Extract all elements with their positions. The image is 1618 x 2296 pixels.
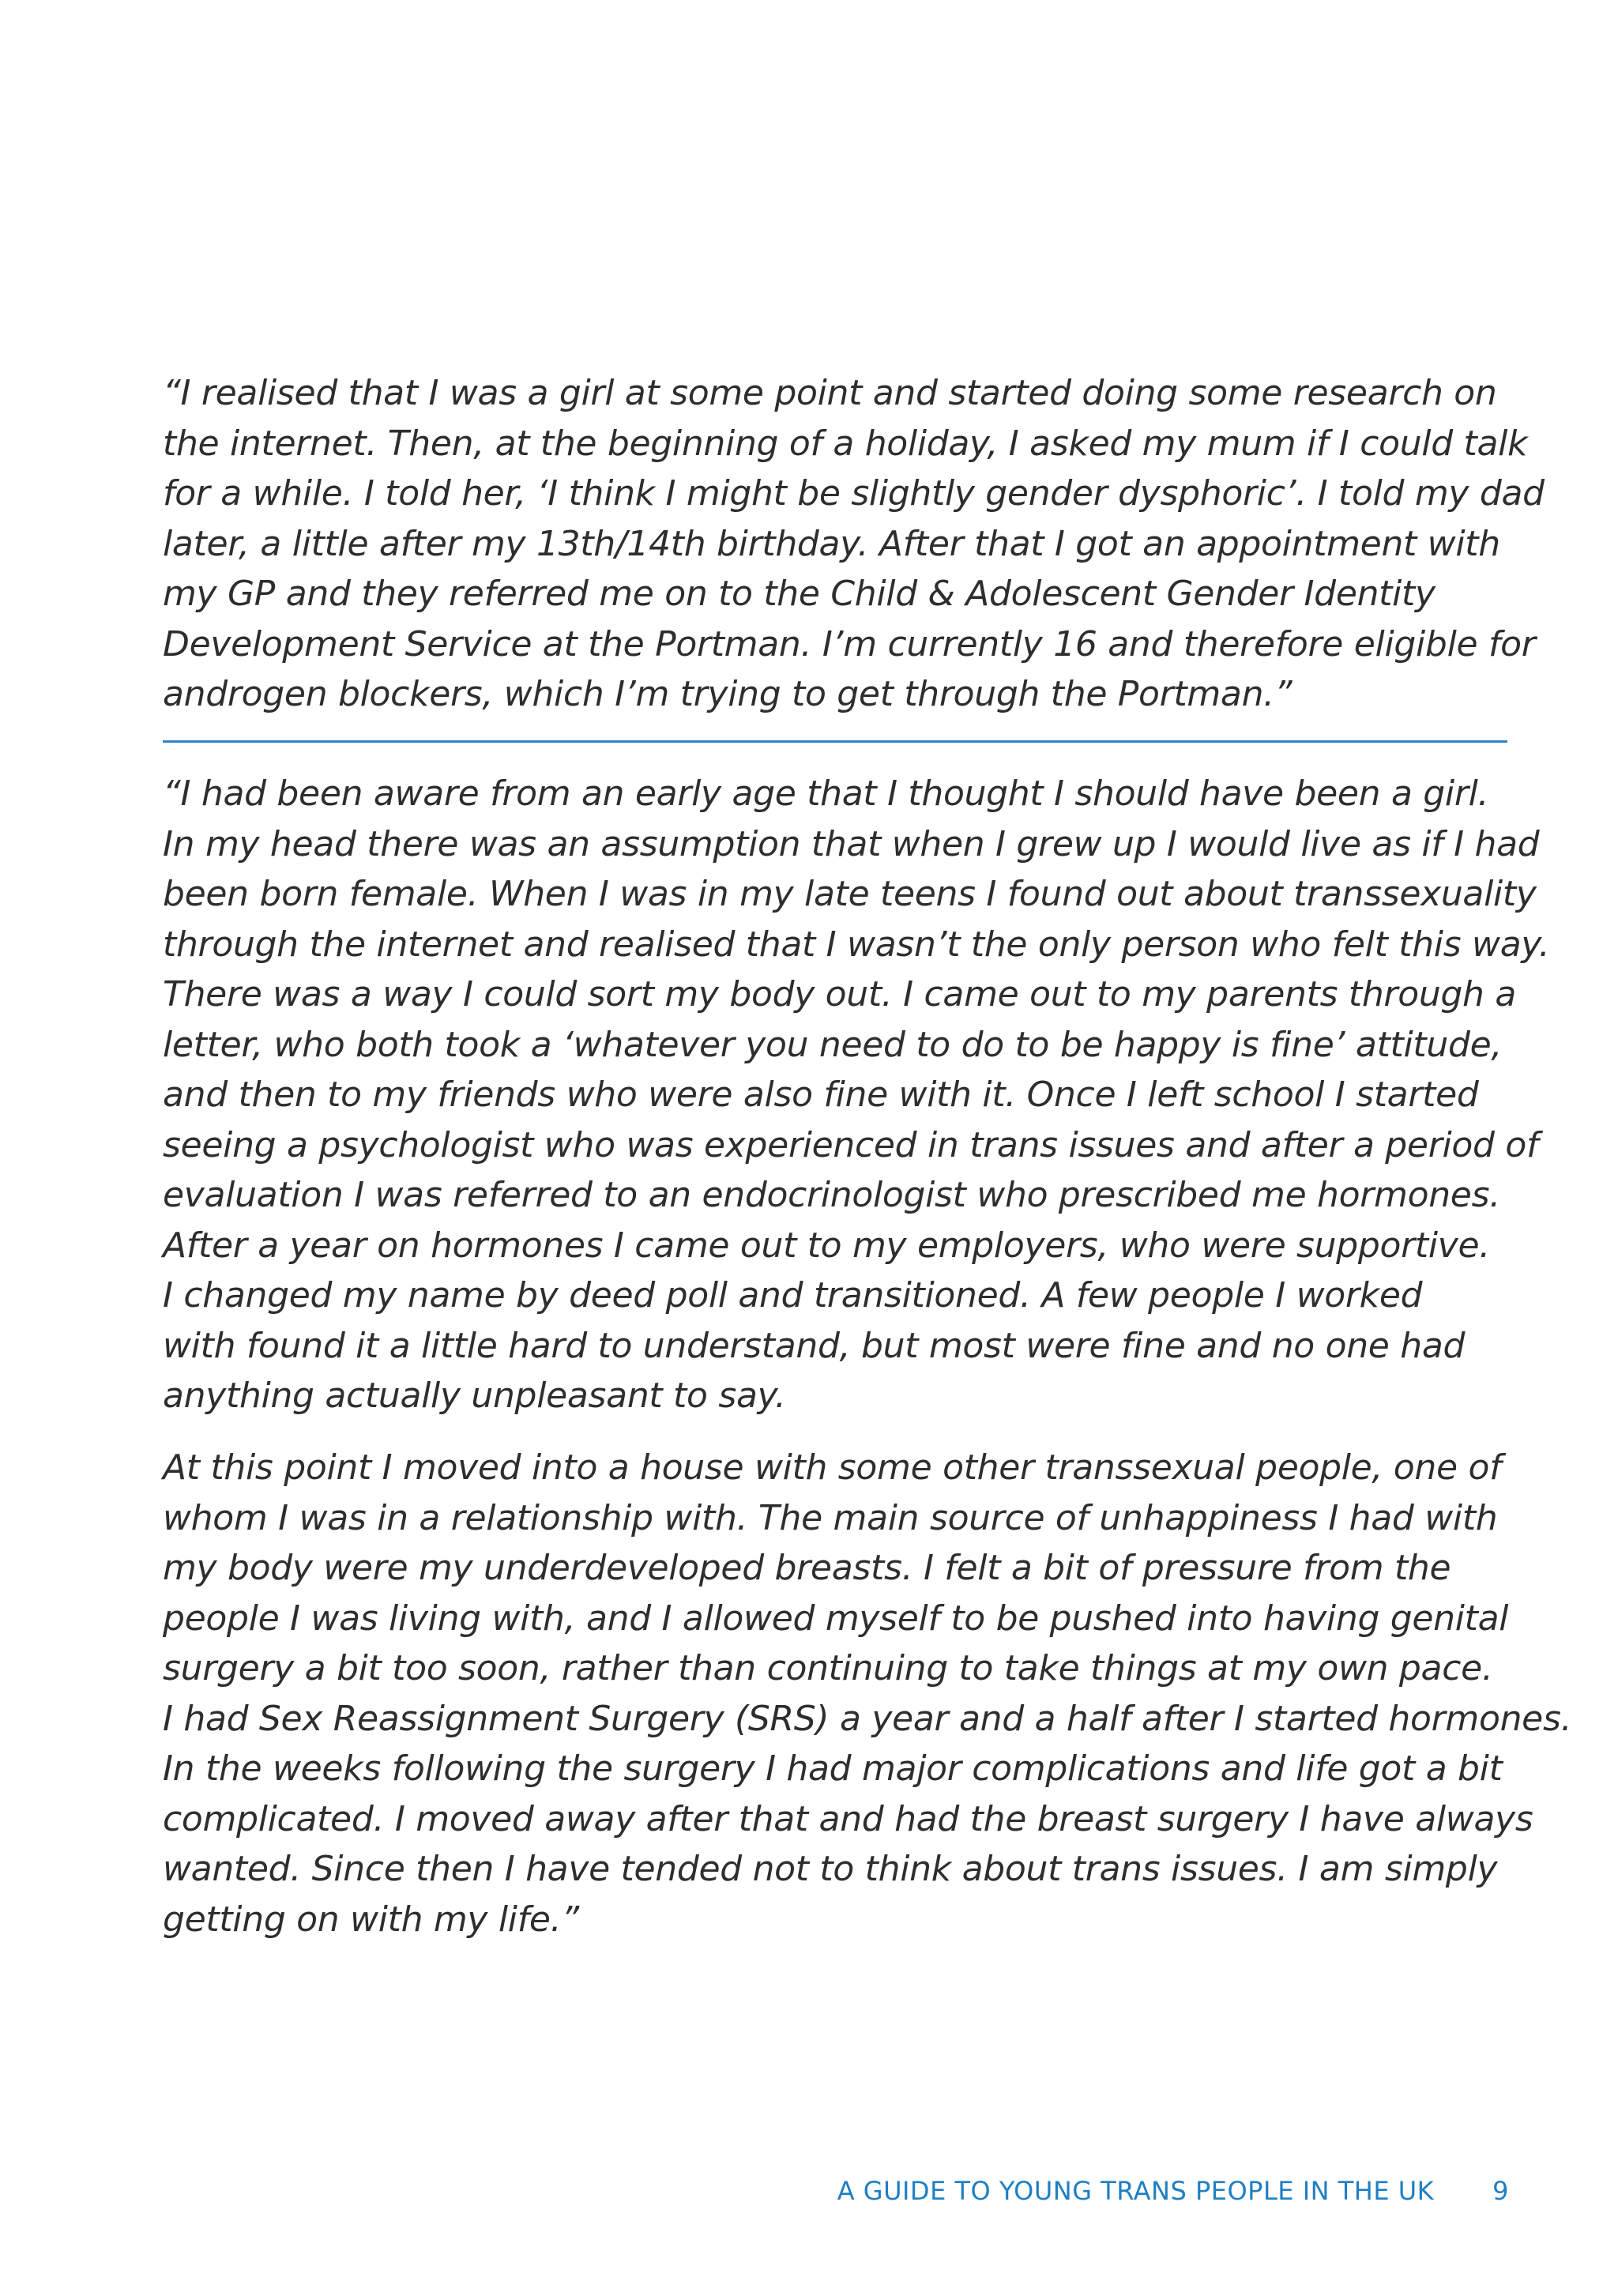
text-line: surgery a bit too soon, rather than continuing to take things at my own pace. [163,1648,1493,1688]
quote-block-3 [163,1443,1571,1944]
quote-block-1 [163,368,1545,720]
text-line: anything actually unpleasant to say. [163,1376,786,1416]
text-line: later, a little after my 13th/14th birthday. After that I got an appointment with [163,523,1500,564]
text-line: After a year on hormones I came out to my employers, who were supportive. [163,1225,1490,1266]
text-line: people I was living with, and I allowed myself to be pushed into having genital [163,1598,1509,1639]
text-line: for a while. I told her, ‘I think I might be slightly gender dysphoric’. I told my dad [163,473,1545,514]
text-line: through the internet and realised that I wasn’t the only person who felt this way. [163,924,1550,965]
text-line: complicated. I moved away after that and had the breast surgery I have always [163,1798,1533,1839]
text-line: the internet. Then, at the beginning of a holiday, I asked my mum if I could talk [163,423,1528,464]
text-line: wanted. Since then I have tended not to think about trans issues. I am simply [163,1849,1498,1889]
footer-title: A GUIDE TO YOUNG TRANS PEOPLE IN THE UK [837,2176,1435,2206]
text-line: my GP and they referred me on to the Child & Adolescent Gender Identity [163,574,1436,614]
text-line: androgen blockers, which I’m trying to get through the Portman.” [163,674,1293,714]
text-line: evaluation I was referred to an endocrinologist who prescribed me hormones. [163,1175,1500,1215]
text-line: and then to my friends who were also fine with it. Once I left school I started [163,1075,1479,1115]
text-line: “I realised that I was a girl at some point and started doing some research on [163,373,1497,413]
text-line: whom I was in a relationship with. The main source of unhappiness I had with [163,1497,1498,1538]
text-line: been born female. When I was in my late teens I found out about transsexuality [163,874,1537,914]
text-line: I had Sex Reassignment Surgery (SRS) a year and a half after I started hormones. [163,1698,1572,1739]
page-number: 9 [1492,2176,1509,2206]
text-line: with found it a little hard to understand, but most were fine and no one had [163,1325,1466,1366]
text-line: my body were my underdeveloped breasts. I felt a bit of pressure from the [163,1548,1451,1588]
text-line: Development Service at the Portman. I’m currently 16 and therefore eligible for [163,623,1536,664]
text-line: In my head there was an assumption that when I grew up I would live as if I had [163,823,1540,864]
text-line: letter, who both took a ‘whatever you need to do to be happy is fine’ attitude, [163,1024,1503,1065]
quote-paragraph [163,368,1545,720]
text-line: There was a way I could sort my body out. I came out to my parents through a [163,974,1516,1014]
page-footer [837,2176,1509,2206]
section-divider [163,740,1507,743]
text-line: In the weeks following the surgery I had major complications and life got a bit [163,1748,1503,1789]
text-line: At this point I moved into a house with some other transsexual people, one of [163,1447,1502,1488]
text-line: I changed my name by deed poll and transitioned. A few people I worked [163,1275,1423,1315]
text-line: “I had been aware from an early age that I thought I should have been a girl. [163,773,1489,814]
quote-block-2 [163,769,1549,1421]
text-line: seeing a psychologist who was experienced in trans issues and after a period of [163,1124,1539,1165]
text-line: getting on with my life.” [163,1899,579,1940]
